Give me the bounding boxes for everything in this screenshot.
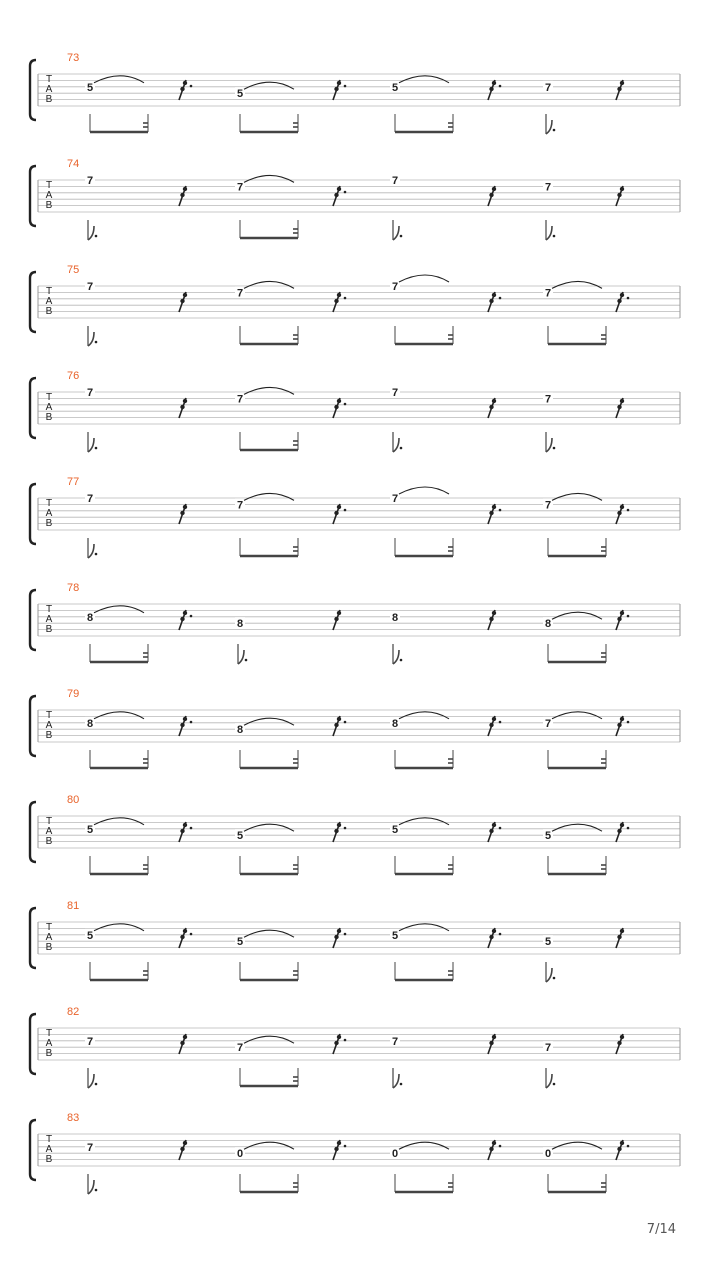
tie-arc <box>552 712 602 719</box>
tie-arc <box>399 712 449 719</box>
rest-head <box>489 87 493 91</box>
rest-head <box>334 299 338 303</box>
fret-number: 8 <box>236 618 244 631</box>
augmentation-dot <box>553 235 556 238</box>
tie-arc <box>244 493 294 500</box>
tie-arc <box>94 818 144 825</box>
system-bracket <box>30 60 36 120</box>
fret-number: 5 <box>391 929 399 942</box>
tab-clef-letter: B <box>45 836 53 847</box>
tab-clef-letter: A <box>45 190 53 201</box>
note-flag <box>393 438 399 452</box>
augmentation-dot <box>400 447 403 450</box>
fret-number: 5 <box>86 81 94 94</box>
rest-head <box>617 1041 621 1045</box>
note-flag <box>88 544 94 558</box>
fret-number: 0 <box>391 1148 399 1161</box>
tie-arc <box>552 612 602 619</box>
tie-arc <box>399 76 449 83</box>
rest-head <box>620 505 624 509</box>
tie-arc <box>399 1142 449 1149</box>
system-bracket <box>30 802 36 862</box>
augmentation-dot <box>95 447 98 450</box>
rest-head <box>180 299 184 303</box>
rest-head <box>334 617 338 621</box>
rest-head <box>337 81 341 85</box>
note-flag <box>546 968 552 982</box>
fret-number: 7 <box>544 717 552 730</box>
augmentation-dot <box>499 297 502 300</box>
fret-number: 7 <box>391 387 399 399</box>
rest-head <box>489 405 493 409</box>
rest-head <box>620 717 624 721</box>
rest-head <box>617 723 621 727</box>
fret-number: 5 <box>236 88 244 101</box>
tie-arc <box>552 824 602 831</box>
rest-head <box>617 935 621 939</box>
augmentation-dot <box>627 1145 630 1148</box>
augmentation-dot <box>400 235 403 238</box>
rest-head <box>183 187 187 191</box>
system-bracket <box>30 590 36 650</box>
tie-arc <box>94 924 144 931</box>
fret-number: 5 <box>391 81 399 94</box>
tab-clef-letter: T <box>45 604 53 615</box>
rest-head <box>617 87 621 91</box>
rest-head <box>180 193 184 197</box>
tie-arc <box>552 493 602 500</box>
measure-number: 74 <box>67 158 80 170</box>
rest-head <box>334 193 338 197</box>
rest-head <box>489 1147 493 1151</box>
rest-head <box>183 717 187 721</box>
rest-head <box>337 929 341 933</box>
fret-number: 7 <box>544 287 552 300</box>
rest-head <box>617 829 621 833</box>
rest-head <box>334 511 338 515</box>
note-flag <box>393 1074 399 1088</box>
tab-clef-letter: T <box>45 816 53 827</box>
fret-number: 8 <box>391 717 399 730</box>
fret-number: 7 <box>236 287 244 300</box>
tab-clef-letter: B <box>45 412 53 423</box>
note-flag <box>238 650 244 664</box>
tab-clef-letter: A <box>45 402 53 413</box>
rest-head <box>492 81 496 85</box>
rest-head <box>489 617 493 621</box>
rest-head <box>183 611 187 615</box>
tab-clef-letter: A <box>45 1038 53 1049</box>
tab-clef-letter: T <box>45 74 53 85</box>
rest-head <box>492 293 496 297</box>
tie-arc <box>94 712 144 719</box>
augmentation-dot <box>627 297 630 300</box>
rest-head <box>620 929 624 933</box>
augmentation-dot <box>499 509 502 512</box>
rest-head <box>337 505 341 509</box>
rest-head <box>334 723 338 727</box>
fret-number: 7 <box>391 175 399 187</box>
rest-head <box>337 1035 341 1039</box>
rest-head <box>620 1141 624 1145</box>
augmentation-dot <box>553 1083 556 1086</box>
augmentation-dot <box>344 721 347 724</box>
rest-head <box>183 505 187 509</box>
tab-clef-letter: T <box>45 1028 53 1039</box>
augmentation-dot <box>344 509 347 512</box>
measure-number: 75 <box>67 264 80 276</box>
tab-clef-letter: B <box>45 942 53 953</box>
fret-number: 5 <box>236 936 244 949</box>
rest-head <box>334 829 338 833</box>
fret-number: 5 <box>544 830 552 843</box>
augmentation-dot <box>627 721 630 724</box>
rest-head <box>492 929 496 933</box>
fret-number: 7 <box>236 499 244 512</box>
fret-number: 8 <box>544 618 552 631</box>
rest-head <box>180 829 184 833</box>
fret-number: 7 <box>544 499 552 512</box>
rest-head <box>183 293 187 297</box>
system-bracket <box>30 908 36 968</box>
augmentation-dot <box>499 933 502 936</box>
augmentation-dot <box>499 1145 502 1148</box>
rest-head <box>620 611 624 615</box>
tab-clef-letter: B <box>45 730 53 741</box>
tab-clef-letter: T <box>45 498 53 509</box>
rest-head <box>620 187 624 191</box>
rest-head <box>180 1147 184 1151</box>
fret-number: 7 <box>544 1042 552 1055</box>
rest-head <box>620 81 624 85</box>
note-flag <box>393 226 399 240</box>
tie-arc <box>94 76 144 83</box>
augmentation-dot <box>190 721 193 724</box>
tab-clef-letter: A <box>45 826 53 837</box>
tab-clef-letter: A <box>45 296 53 307</box>
fret-number: 7 <box>391 1035 399 1048</box>
tab-clef-letter: T <box>45 922 53 933</box>
note-flag <box>88 1074 94 1088</box>
tie-arc <box>244 281 294 288</box>
system-bracket <box>30 166 36 226</box>
note-flag <box>88 438 94 452</box>
measure-number: 76 <box>67 370 80 382</box>
augmentation-dot <box>344 191 347 194</box>
fret-number: 7 <box>544 393 552 406</box>
rest-head <box>492 187 496 191</box>
tie-arc <box>244 1142 294 1149</box>
fret-number: 7 <box>86 387 94 399</box>
note-flag <box>546 226 552 240</box>
page-number: 7/14 <box>646 1222 676 1237</box>
rest-head <box>183 81 187 85</box>
tab-clef-letter: A <box>45 932 53 943</box>
tab-clef-letter: A <box>45 508 53 519</box>
fret-number: 8 <box>86 611 94 624</box>
augmentation-dot <box>190 615 193 618</box>
augmentation-dot <box>95 1189 98 1192</box>
augmentation-dot <box>344 403 347 406</box>
system-bracket <box>30 1120 36 1180</box>
augmentation-dot <box>344 297 347 300</box>
system-bracket <box>30 696 36 756</box>
rest-head <box>334 1147 338 1151</box>
tab-clef-letter: A <box>45 614 53 625</box>
rest-head <box>334 1041 338 1045</box>
tie-arc <box>399 818 449 825</box>
augmentation-dot <box>344 1039 347 1042</box>
rest-head <box>617 193 621 197</box>
tie-arc <box>552 281 602 288</box>
tab-clef-letter: T <box>45 1134 53 1145</box>
augmentation-dot <box>190 933 193 936</box>
tab-clef-letter: A <box>45 84 53 95</box>
rest-head <box>180 87 184 91</box>
augmentation-dot <box>190 85 193 88</box>
tab-clef-letter: T <box>45 392 53 403</box>
fret-number: 7 <box>544 181 552 194</box>
system-bracket <box>30 484 36 544</box>
note-flag <box>546 438 552 452</box>
augmentation-dot <box>627 615 630 618</box>
rest-head <box>620 293 624 297</box>
fret-number: 0 <box>236 1148 244 1161</box>
tie-arc <box>244 1036 294 1043</box>
rest-head <box>617 1147 621 1151</box>
note-flag <box>88 1180 94 1194</box>
tie-arc <box>244 82 294 89</box>
rest-head <box>337 187 341 191</box>
note-flag <box>393 650 399 664</box>
system-bracket <box>30 378 36 438</box>
rest-head <box>180 511 184 515</box>
augmentation-dot <box>95 235 98 238</box>
tab-clef-letter: A <box>45 720 53 731</box>
fret-number: 8 <box>86 717 94 730</box>
augmentation-dot <box>553 977 556 980</box>
rest-head <box>489 299 493 303</box>
measure-number: 73 <box>67 52 80 64</box>
augmentation-dot <box>553 129 556 132</box>
augmentation-dot <box>627 827 630 830</box>
rest-head <box>620 823 624 827</box>
rest-head <box>337 823 341 827</box>
rest-head <box>183 1035 187 1039</box>
fret-number: 7 <box>86 175 94 187</box>
note-flag <box>88 332 94 346</box>
measure-number: 79 <box>67 688 80 700</box>
measure-number: 80 <box>67 794 80 806</box>
augmentation-dot <box>499 721 502 724</box>
rest-head <box>337 1141 341 1145</box>
rest-head <box>489 723 493 727</box>
rest-head <box>620 1035 624 1039</box>
fret-number: 7 <box>544 81 552 94</box>
rest-head <box>492 717 496 721</box>
fret-number: 8 <box>236 724 244 737</box>
rest-head <box>334 87 338 91</box>
fret-number: 5 <box>86 929 94 942</box>
fret-number: 7 <box>236 181 244 194</box>
rest-head <box>489 1041 493 1045</box>
rest-head <box>334 935 338 939</box>
augmentation-dot <box>553 447 556 450</box>
measure-number: 81 <box>67 900 80 912</box>
fret-number: 7 <box>236 393 244 406</box>
fret-number: 5 <box>86 823 94 836</box>
rest-head <box>620 399 624 403</box>
rest-head <box>183 929 187 933</box>
measure-number: 78 <box>67 582 80 594</box>
tab-clef-letter: B <box>45 200 53 211</box>
rest-head <box>492 611 496 615</box>
rest-head <box>492 823 496 827</box>
tab-clef-letter: T <box>45 180 53 191</box>
augmentation-dot <box>344 85 347 88</box>
note-flag <box>546 120 552 134</box>
fret-number: 5 <box>544 936 552 949</box>
augmentation-dot <box>95 1083 98 1086</box>
rest-head <box>334 405 338 409</box>
tie-arc <box>552 1142 602 1149</box>
measure-number: 82 <box>67 1006 80 1018</box>
rest-head <box>617 511 621 515</box>
tab-clef-letter: A <box>45 1144 53 1155</box>
tab-clef-letter: T <box>45 710 53 721</box>
rest-head <box>183 399 187 403</box>
augmentation-dot <box>344 1145 347 1148</box>
rest-head <box>337 717 341 721</box>
measure-number: 77 <box>67 476 80 488</box>
augmentation-dot <box>95 553 98 556</box>
rest-head <box>489 511 493 515</box>
augmentation-dot <box>344 827 347 830</box>
rest-head <box>183 823 187 827</box>
rest-head <box>489 935 493 939</box>
augmentation-dot <box>245 659 248 662</box>
fret-number: 5 <box>391 823 399 836</box>
tab-clef-letter: B <box>45 1048 53 1059</box>
rest-head <box>492 399 496 403</box>
tab-clef-letter: B <box>45 94 53 105</box>
tab-clef-letter: B <box>45 518 53 529</box>
augmentation-dot <box>95 341 98 344</box>
tab-clef-letter: B <box>45 1154 53 1165</box>
tie-arc <box>244 930 294 937</box>
fret-number: 7 <box>86 281 94 293</box>
augmentation-dot <box>499 827 502 830</box>
fret-number: 7 <box>391 281 399 293</box>
rest-head <box>337 399 341 403</box>
rest-head <box>183 1141 187 1145</box>
rest-head <box>492 505 496 509</box>
system-bracket <box>30 272 36 332</box>
augmentation-dot <box>627 509 630 512</box>
fret-number: 7 <box>86 1141 94 1154</box>
fret-number: 5 <box>236 830 244 843</box>
fret-number: 7 <box>86 1035 94 1048</box>
tie-arc <box>399 924 449 931</box>
rest-head <box>337 611 341 615</box>
measure-number: 83 <box>67 1112 80 1124</box>
tie-arc <box>244 824 294 831</box>
rest-head <box>489 829 493 833</box>
augmentation-dot <box>190 827 193 830</box>
augmentation-dot <box>499 85 502 88</box>
rest-head <box>492 1141 496 1145</box>
rest-head <box>180 935 184 939</box>
rest-head <box>492 1035 496 1039</box>
rest-head <box>180 617 184 621</box>
fret-number: 7 <box>391 493 399 505</box>
rest-head <box>180 1041 184 1045</box>
fret-number: 8 <box>391 611 399 624</box>
tie-arc <box>244 175 294 182</box>
note-flag <box>88 226 94 240</box>
tab-clef-letter: T <box>45 286 53 297</box>
system-bracket <box>30 1014 36 1074</box>
tie-arc <box>94 606 144 613</box>
rest-head <box>617 617 621 621</box>
augmentation-dot <box>400 1083 403 1086</box>
rest-head <box>617 405 621 409</box>
rest-head <box>617 299 621 303</box>
rest-head <box>489 193 493 197</box>
note-flag <box>546 1074 552 1088</box>
tie-arc <box>244 387 294 394</box>
fret-number: 7 <box>236 1042 244 1055</box>
augmentation-dot <box>400 659 403 662</box>
tab-clef-letter: B <box>45 306 53 317</box>
tie-arc <box>399 487 449 494</box>
tie-arc <box>244 718 294 725</box>
fret-number: 0 <box>544 1148 552 1161</box>
augmentation-dot <box>344 933 347 936</box>
tie-arc <box>399 275 449 282</box>
rest-head <box>180 405 184 409</box>
rest-head <box>337 293 341 297</box>
fret-number: 7 <box>86 493 94 505</box>
rest-head <box>180 723 184 727</box>
tab-clef-letter: B <box>45 624 53 635</box>
